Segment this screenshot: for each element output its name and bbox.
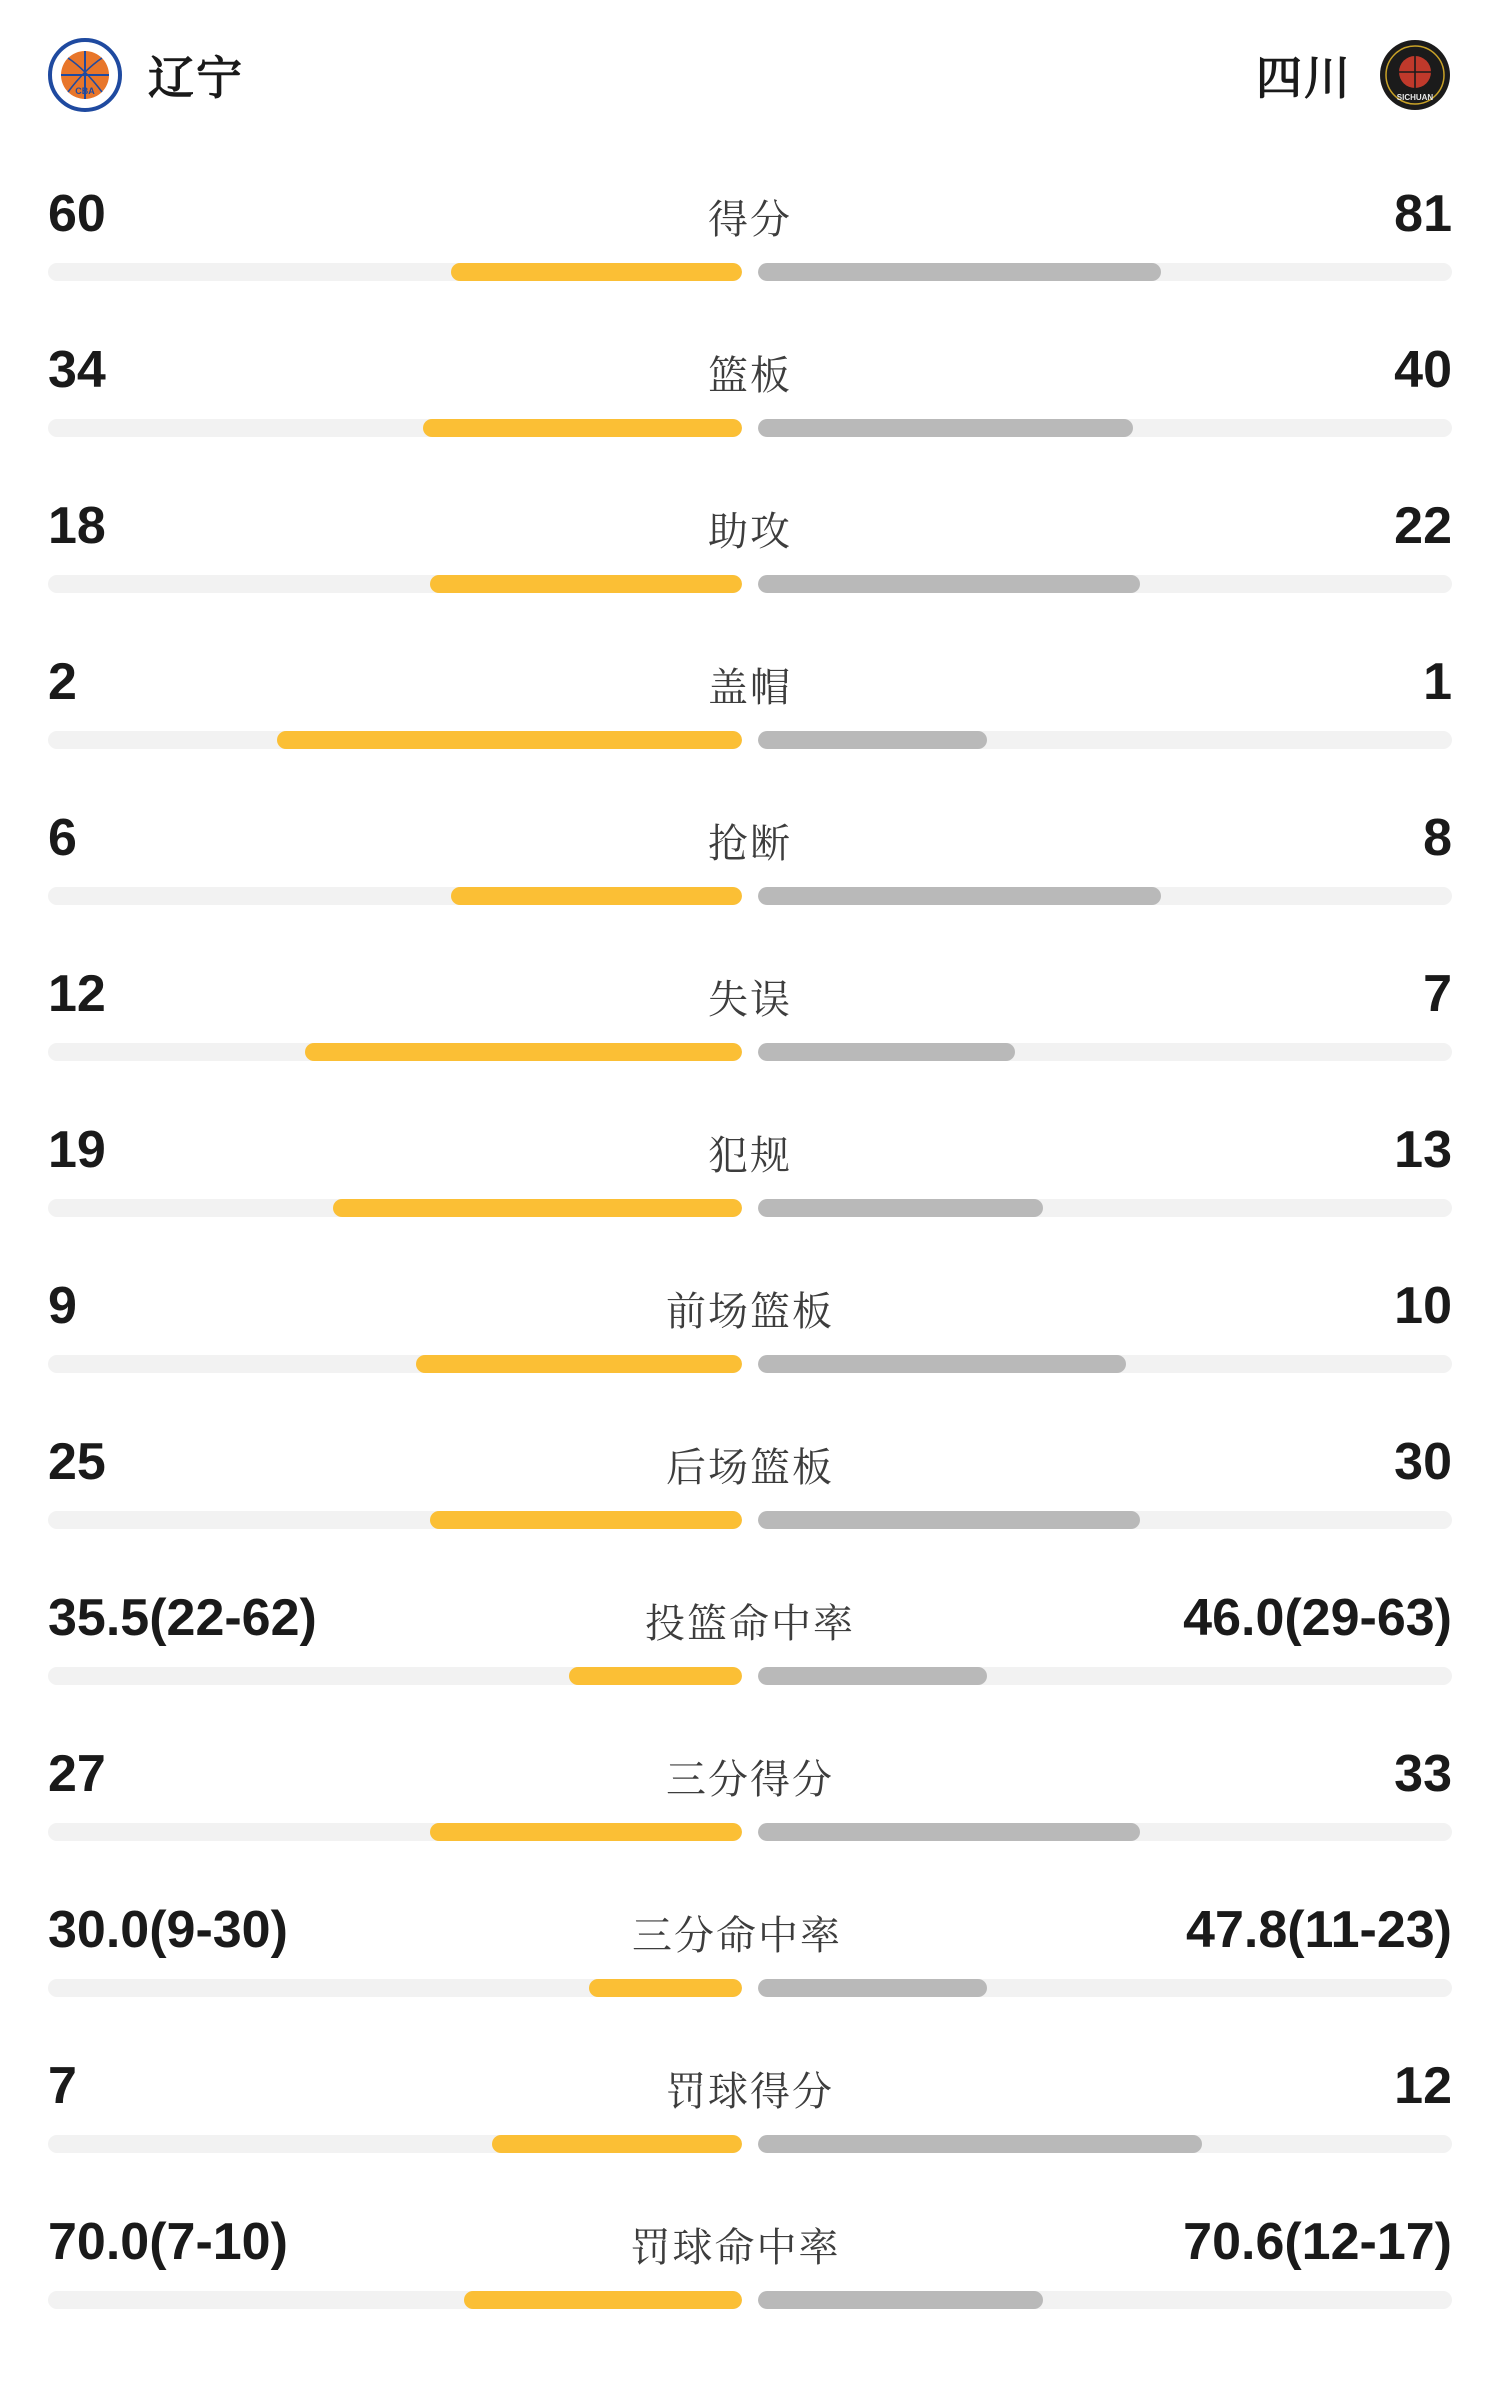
stat-label: 前场篮板	[666, 1290, 834, 1334]
stat-label: 罚球得分	[666, 2070, 834, 2114]
home-bar-track	[48, 1511, 742, 1529]
away-bar-track	[758, 731, 1452, 749]
stat-label: 犯规	[708, 1134, 792, 1178]
away-bar-fill	[758, 2135, 1202, 2153]
home-bar-fill	[423, 419, 742, 437]
stat-bars	[48, 2134, 1452, 2154]
stat-row-values	[48, 632, 1452, 711]
away-bar-fill	[758, 1979, 987, 1997]
away-bar-fill	[758, 1355, 1126, 1373]
stat-label: 后场篮板	[666, 1446, 834, 1490]
stat-row	[48, 1866, 1452, 2022]
home-stat-value: 7	[48, 2057, 77, 2115]
away-bar-track	[758, 1355, 1452, 1373]
stat-rows	[48, 150, 1452, 2334]
home-stat-value: 18	[48, 497, 106, 555]
away-stat-value: 40	[1394, 341, 1452, 399]
home-stat-value: 60	[48, 185, 106, 243]
stat-row	[48, 1086, 1452, 1242]
away-bar-fill	[758, 1667, 987, 1685]
home-stat-value: 6	[48, 809, 77, 867]
stat-label: 得分	[708, 198, 792, 242]
stat-row-values	[48, 1412, 1452, 1491]
home-stat-value: 27	[48, 1745, 106, 1803]
away-bar-fill	[758, 1199, 1043, 1217]
away-stat-value: 10	[1394, 1277, 1452, 1335]
home-team	[48, 38, 244, 112]
away-stat-value: 8	[1423, 809, 1452, 867]
teams-header	[48, 0, 1452, 150]
away-bar-track	[758, 2135, 1452, 2153]
away-bar-fill	[758, 1511, 1140, 1529]
stat-bars	[48, 418, 1452, 438]
home-bar-fill	[277, 731, 742, 749]
home-bar-track	[48, 2135, 742, 2153]
away-bar-fill	[758, 263, 1161, 281]
away-bar-track	[758, 1667, 1452, 1685]
stat-bars	[48, 2290, 1452, 2310]
stat-label: 三分命中率	[631, 1914, 842, 1958]
home-bar-fill	[569, 1667, 743, 1685]
away-bar-fill	[758, 887, 1161, 905]
away-stat-value: 47.8(11-23)	[1186, 1901, 1452, 1959]
home-bar-track	[48, 1823, 742, 1841]
stat-row-values	[48, 476, 1452, 555]
cba-sichuan-logo-icon	[1378, 38, 1452, 112]
stat-bars	[48, 1042, 1452, 1062]
stat-bars	[48, 1510, 1452, 1530]
away-bar-track	[758, 419, 1452, 437]
home-bar-track	[48, 419, 742, 437]
away-stat-value: 81	[1394, 185, 1452, 243]
stat-row	[48, 306, 1452, 462]
stat-row-values	[48, 1100, 1452, 1179]
stat-row	[48, 618, 1452, 774]
stat-row	[48, 774, 1452, 930]
away-bar-fill	[758, 575, 1140, 593]
stat-row-values	[48, 320, 1452, 399]
stat-label: 三分得分	[666, 1758, 834, 1802]
away-team-name: 四川	[1256, 52, 1352, 104]
home-stat-value: 9	[48, 1277, 77, 1335]
stat-row	[48, 462, 1452, 618]
stat-row-values	[48, 1568, 1452, 1647]
home-bar-fill	[416, 1355, 742, 1373]
home-stat-value: 70.0(7-10)	[48, 2213, 288, 2271]
away-team	[1256, 38, 1452, 112]
stat-row-values	[48, 1256, 1452, 1335]
stat-bars	[48, 1978, 1452, 1998]
stat-row-values	[48, 1724, 1452, 1803]
home-stat-value: 30.0(9-30)	[48, 1901, 288, 1959]
home-bar-track	[48, 1667, 742, 1685]
away-bar-fill	[758, 731, 987, 749]
stat-label: 篮板	[708, 354, 792, 398]
home-bar-track	[48, 2291, 742, 2309]
stat-row	[48, 1554, 1452, 1710]
stat-bars	[48, 730, 1452, 750]
home-stat-value: 25	[48, 1433, 106, 1491]
stat-row-values	[48, 164, 1452, 243]
home-stat-value: 2	[48, 653, 77, 711]
away-stat-value: 70.6(12-17)	[1183, 2213, 1452, 2271]
away-bar-track	[758, 1511, 1452, 1529]
away-stat-value: 30	[1394, 1433, 1452, 1491]
home-stat-value: 12	[48, 965, 106, 1023]
stat-label: 罚球命中率	[630, 2226, 841, 2270]
away-stat-value: 12	[1394, 2057, 1452, 2115]
stat-row	[48, 1710, 1452, 1866]
home-stat-value: 19	[48, 1121, 106, 1179]
stat-row-values	[48, 1880, 1452, 1959]
stat-bars	[48, 1198, 1452, 1218]
stat-row	[48, 2022, 1452, 2178]
svg-text:CBA: CBA	[75, 86, 95, 96]
home-bar-track	[48, 575, 742, 593]
away-stat-value: 7	[1423, 965, 1452, 1023]
stat-label: 盖帽	[708, 666, 792, 710]
away-stat-value: 13	[1394, 1121, 1452, 1179]
home-bar-track	[48, 1199, 742, 1217]
away-bar-track	[758, 1979, 1452, 1997]
stat-row-values	[48, 944, 1452, 1023]
stat-label: 投篮命中率	[645, 1602, 855, 1646]
stat-bars	[48, 574, 1452, 594]
stat-bars	[48, 1822, 1452, 1842]
away-bar-fill	[758, 2291, 1043, 2309]
stat-row	[48, 1242, 1452, 1398]
stat-bars	[48, 1354, 1452, 1374]
away-bar-fill	[758, 419, 1133, 437]
stat-row-values	[48, 788, 1452, 867]
stat-row-values	[48, 2192, 1452, 2271]
away-bar-fill	[758, 1043, 1015, 1061]
stat-row	[48, 1398, 1452, 1554]
stat-label: 助攻	[708, 510, 792, 554]
away-stat-value: 1	[1423, 653, 1452, 711]
stat-bars	[48, 1666, 1452, 1686]
stat-bars	[48, 262, 1452, 282]
stat-row	[48, 930, 1452, 1086]
home-bar-fill	[333, 1199, 742, 1217]
home-bar-fill	[430, 575, 742, 593]
home-bar-track	[48, 731, 742, 749]
away-bar-track	[758, 575, 1452, 593]
home-bar-track	[48, 1043, 742, 1061]
svg-text:SICHUAN: SICHUAN	[1396, 93, 1434, 102]
stat-row	[48, 150, 1452, 306]
stat-label: 抢断	[708, 822, 792, 866]
away-stat-value: 46.0(29-63)	[1183, 1589, 1452, 1647]
stat-row	[48, 2178, 1452, 2334]
home-bar-fill	[430, 1823, 742, 1841]
away-stat-value: 22	[1394, 497, 1452, 555]
home-bar-fill	[451, 263, 742, 281]
home-bar-fill	[589, 1979, 742, 1997]
away-bar-track	[758, 2291, 1452, 2309]
home-bar-fill	[305, 1043, 742, 1061]
away-bar-track	[758, 887, 1452, 905]
home-bar-track	[48, 887, 742, 905]
away-bar-track	[758, 263, 1452, 281]
home-bar-fill	[464, 2291, 742, 2309]
stat-label: 失误	[708, 978, 792, 1022]
cba-liaoning-logo-icon	[48, 38, 122, 112]
away-bar-track	[758, 1823, 1452, 1841]
home-bar-fill	[430, 1511, 742, 1529]
home-bar-fill	[492, 2135, 742, 2153]
away-bar-track	[758, 1043, 1452, 1061]
away-stat-value: 33	[1394, 1745, 1452, 1803]
home-stat-value: 34	[48, 341, 106, 399]
home-bar-fill	[451, 887, 742, 905]
home-stat-value: 35.5(22-62)	[48, 1589, 317, 1647]
home-bar-track	[48, 1979, 742, 1997]
stat-bars	[48, 886, 1452, 906]
stat-row-values	[48, 2036, 1452, 2115]
away-bar-track	[758, 1199, 1452, 1217]
home-bar-track	[48, 263, 742, 281]
home-team-name: 辽宁	[148, 52, 244, 104]
away-bar-fill	[758, 1823, 1140, 1841]
home-bar-track	[48, 1355, 742, 1373]
